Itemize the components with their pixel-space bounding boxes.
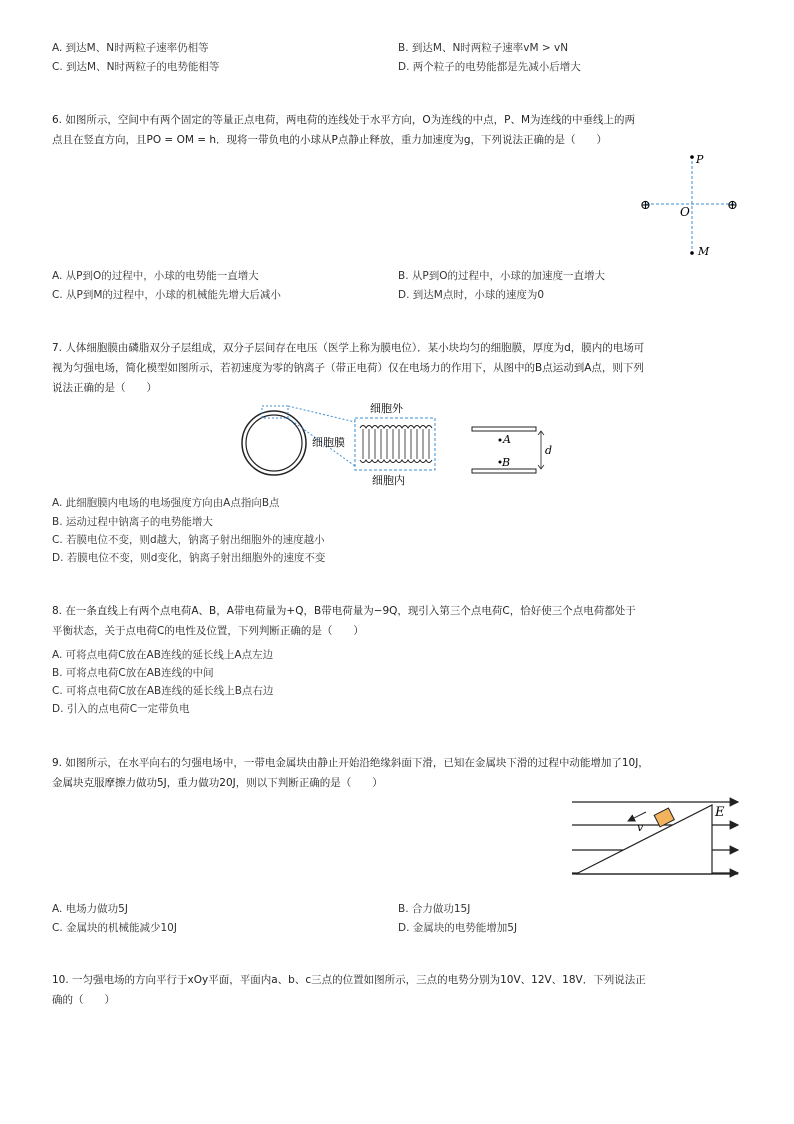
lower-plate bbox=[472, 469, 536, 473]
label-cell-membrane: 细胞膜 bbox=[312, 436, 345, 449]
q7-option-d: D. 若膜电位不变，则d变化，钠离子射出细胞外的速度不变 bbox=[52, 552, 326, 564]
q7-figure bbox=[238, 398, 568, 488]
q10-stem-line: 10. 一匀强电场的方向平行于xOy平面，平面内a、b、c三点的位置如图所示，三点的电势分别为10V、12V、18V．下列说法正 bbox=[52, 974, 646, 986]
q7-stem-line: 视为匀强电场，简化模型如图所示，若初速度为零的钠离子（带正电荷）仅在电场力的作用下，从图中的B点运动到A点，则下列 bbox=[52, 362, 644, 374]
q7-option-b: B. 运动过程中钠离子的电势能增大 bbox=[52, 516, 213, 528]
label-cell-inside: 细胞内 bbox=[372, 474, 405, 487]
q7-stem-line: 7. 人体细胞膜由磷脂双分子层组成，双分子层间存在电压（医学上称为膜电位）．某小块均匀的细胞膜，厚度为d，膜内的电场可 bbox=[52, 342, 645, 354]
cell-inner-ring bbox=[246, 415, 302, 471]
point-a-dot bbox=[499, 439, 502, 442]
label-p: P bbox=[696, 153, 704, 166]
q7-stem bbox=[52, 338, 752, 398]
label-m: M bbox=[698, 245, 710, 258]
label-a: A bbox=[503, 433, 511, 446]
q6-stem-line: 点且在竖直方向，且PO = OM = h．现将一带负电的小球从P点静止释放，重力加速度为g，下列说法正确的是（ ） bbox=[52, 134, 608, 146]
insulating-slope bbox=[576, 805, 712, 874]
q7-option-c: C. 若膜电位不变，则d越大，钠离子射出细胞外的速度越小 bbox=[52, 534, 325, 546]
point-p-dot bbox=[690, 155, 694, 159]
q6-figure bbox=[630, 150, 750, 262]
q5-option-c: C. 到达M、N时两粒子的电势能相等 bbox=[52, 61, 220, 73]
q6-option-a: A. 从P到O的过程中，小球的电势能一直增大 bbox=[52, 270, 259, 282]
label-cell-outside: 细胞外 bbox=[370, 402, 403, 415]
q9-option-d: D. 金属块的电势能增加5J bbox=[398, 922, 518, 934]
q9-option-c: C. 金属块的机械能减少10J bbox=[52, 922, 177, 934]
q8-stem bbox=[52, 601, 752, 641]
cell-outer-ring bbox=[242, 411, 306, 475]
q7-stem-line: 说法正确的是（ ） bbox=[52, 382, 157, 394]
label-d: d bbox=[545, 444, 553, 457]
upper-plate bbox=[472, 427, 536, 431]
q10-stem bbox=[52, 970, 752, 1010]
phospholipid-bilayer bbox=[360, 426, 432, 463]
point-m-dot bbox=[690, 251, 694, 255]
q7-option-a: A. 此细胞膜内电场的电场强度方向由A点指向B点 bbox=[52, 497, 280, 509]
q8-option-a: A. 可将点电荷C放在AB连线的延长线上A点左边 bbox=[52, 649, 274, 661]
q8-option-c: C. 可将点电荷C放在AB连线的延长线上B点右边 bbox=[52, 685, 274, 697]
q5-option-d: D. 两个粒子的电势能都是先减小后增大 bbox=[398, 61, 581, 73]
label-b: B bbox=[502, 456, 511, 469]
q9-option-b: B. 合力做功15J bbox=[398, 903, 471, 915]
q6-stem-line: 6. 如图所示，空间中有两个固定的等量正点电荷，两电荷的连线处于水平方向，O为连线的中点，P、M为连线的中垂线上的两 bbox=[52, 114, 636, 126]
left-positive-charge-icon: ⊕ bbox=[640, 198, 651, 213]
metal-block bbox=[654, 808, 674, 827]
velocity-arrow-icon bbox=[628, 812, 646, 821]
label-o: O bbox=[680, 205, 690, 219]
label-e: E bbox=[715, 805, 725, 820]
q8-stem-line: 平衡状态，关于点电荷C的电性及位置，下列判断正确的是（ ） bbox=[52, 625, 364, 637]
q6-stem bbox=[52, 110, 752, 150]
q6-option-c: C. 从P到M的过程中，小球的机械能先增大后减小 bbox=[52, 289, 281, 301]
q8-option-d: D. 引入的点电荷C一定带负电 bbox=[52, 703, 190, 715]
q9-stem-line: 9. 如图所示，在水平向右的匀强电场中，一带电金属块由静止开始沿绝缘斜面下滑，已知在金属块下滑的过程中动能增加了10J， bbox=[52, 757, 649, 769]
q9-stem bbox=[52, 753, 752, 793]
q8-stem-line: 8. 在一条直线上有两个点电荷A、B，A带电荷量为+Q，B带电荷量为−9Q，现引入第三个点电荷C，恰好使三个点电荷都处于 bbox=[52, 605, 636, 617]
q10-stem-line: 确的（ ） bbox=[52, 994, 115, 1006]
right-positive-charge-icon: ⊕ bbox=[727, 198, 738, 213]
q9-option-a: A. 电场力做功5J bbox=[52, 903, 128, 915]
q6-option-b: B. 从P到O的过程中，小球的加速度一直增大 bbox=[398, 270, 605, 282]
q9-figure bbox=[568, 792, 744, 894]
q6-option-d: D. 到达M点时，小球的速度为0 bbox=[398, 289, 544, 301]
zoom-connector-top bbox=[288, 406, 355, 422]
q5-option-a: A. 到达M、N时两粒子速率仍相等 bbox=[52, 42, 209, 54]
q8-option-b: B. 可将点电荷C放在AB连线的中间 bbox=[52, 667, 214, 679]
q5-option-b: B. 到达M、N时两粒子速率vM > vN bbox=[398, 42, 569, 54]
label-v: v bbox=[637, 821, 644, 834]
q9-stem-line: 金属块克服摩擦力做功5J，重力做功20J，则以下判断正确的是（ ） bbox=[52, 777, 383, 789]
